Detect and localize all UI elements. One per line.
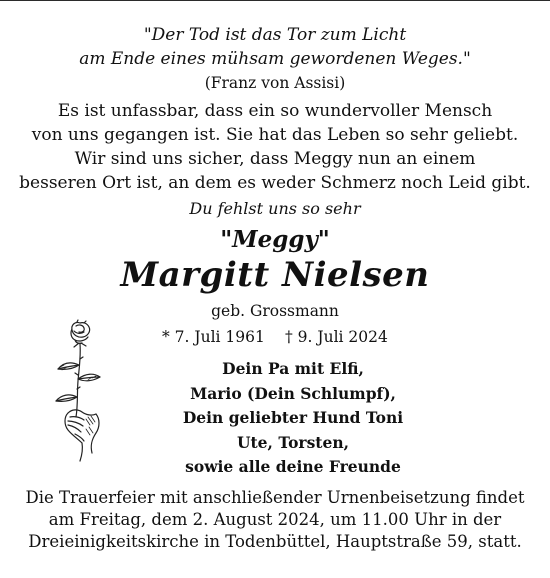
mourner-line: Dein Pa mit Elfi, (222, 359, 364, 378)
deceased-nickname: "Meggy" (220, 226, 330, 253)
mourner-line: Mario (Dein Schlumpf), (190, 383, 396, 403)
message-line: Wir sind uns sicher, dass Meggy nun an einem (74, 149, 476, 169)
mourner-line: Dein geliebter Hund Toni (182, 408, 404, 427)
mourner-line: Ute, Torsten, (236, 432, 349, 452)
missing-you-line: Du fehlst uns so sehr (189, 199, 361, 218)
birth-date: * 7. Juli 1961 (162, 328, 265, 346)
birth-name: geb. Grossmann (211, 302, 339, 320)
quote-line: "Der Tod ist das Tor zum Licht (143, 25, 407, 45)
funeral-line: Dreieinigkeitskirche in Todenbüttel, Hauptstraße 59, statt. (28, 532, 522, 551)
message-line: Es ist unfassbar, dass ein so wundervoller Mensch (57, 101, 493, 121)
deceased-name: Margitt Nielsen (120, 255, 430, 295)
mourners-list (150, 357, 436, 480)
mourner-line: sowie alle deine Freunde (185, 457, 401, 476)
rose-in-hand-icon (46, 317, 120, 463)
memorial-message (0, 99, 550, 195)
quote-line: am Ende eines mühsam gewordenen Weges." (79, 49, 471, 69)
funeral-line: Die Trauerfeier mit anschließender Urnenbeisetzung findet (25, 488, 525, 507)
quote-author: (Franz von Assisi) (204, 74, 346, 92)
funeral-info (0, 487, 550, 553)
quote (0, 23, 550, 71)
message-line: von uns gegangen ist. Sie hat das Leben so sehr geliebt. (31, 125, 519, 145)
funeral-line: am Freitag, dem 2. August 2024, um 11.00 Uhr in der (48, 510, 502, 529)
death-date: † 9. Juli 2024 (285, 328, 388, 346)
message-line: besseren Ort ist, an dem es weder Schmerz noch Leid gibt. (19, 173, 531, 193)
